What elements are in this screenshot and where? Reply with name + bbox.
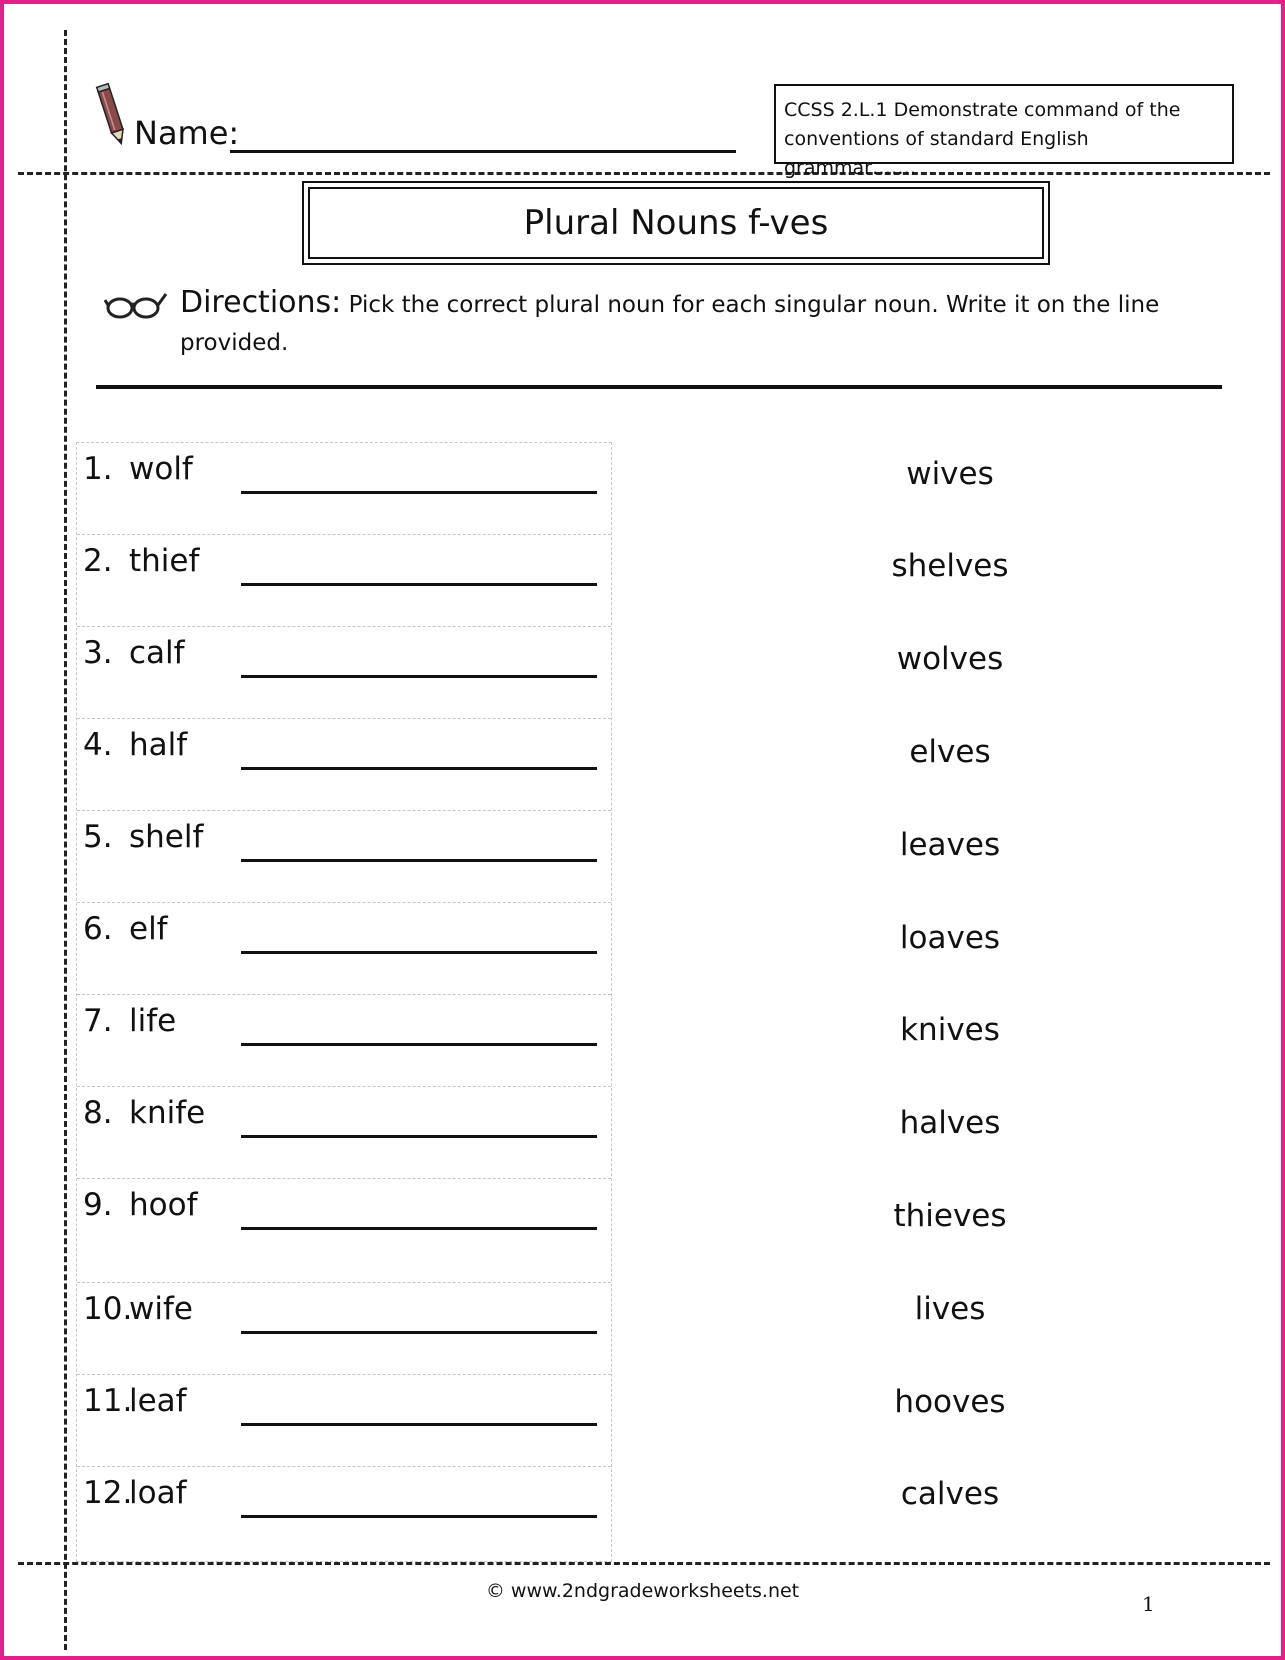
word-bank-item: knives bbox=[900, 1012, 1000, 1048]
item-number: 7. bbox=[83, 1003, 113, 1039]
answer-line[interactable] bbox=[241, 675, 597, 678]
answer-line[interactable] bbox=[241, 951, 597, 954]
directions bbox=[180, 284, 1160, 362]
cut-line-top bbox=[18, 172, 1270, 175]
title-box bbox=[302, 181, 1050, 265]
item-number: 10. bbox=[83, 1291, 133, 1327]
glasses-icon bbox=[104, 288, 168, 322]
list-item bbox=[77, 903, 611, 995]
answer-line[interactable] bbox=[241, 1423, 597, 1426]
directions-label: Directions: bbox=[180, 285, 342, 320]
standard-box: CCSS 2.L.1 Demonstrate command of the conventions of standard English grammar……. bbox=[774, 84, 1234, 164]
item-word: wife bbox=[129, 1291, 193, 1327]
page-title: Plural Nouns f-ves bbox=[308, 187, 1044, 259]
answer-line[interactable] bbox=[241, 1331, 597, 1334]
copyright-footer: © www.2ndgradeworksheets.net bbox=[485, 1580, 800, 1602]
word-bank-item: calves bbox=[900, 1476, 1000, 1512]
list-item bbox=[77, 1375, 611, 1467]
word-bank-item: lives bbox=[914, 1291, 986, 1327]
answer-line[interactable] bbox=[241, 1515, 597, 1518]
list-item bbox=[77, 535, 611, 627]
list-item bbox=[77, 811, 611, 903]
item-number: 9. bbox=[83, 1187, 113, 1223]
item-number: 8. bbox=[83, 1095, 113, 1131]
word-bank-item: shelves bbox=[891, 548, 1009, 584]
list-item bbox=[77, 1467, 611, 1563]
item-word: half bbox=[129, 727, 188, 763]
item-word: shelf bbox=[129, 819, 204, 855]
item-word: life bbox=[129, 1003, 177, 1039]
item-number: 3. bbox=[83, 635, 113, 671]
answer-line[interactable] bbox=[241, 1227, 597, 1230]
list-item bbox=[77, 1087, 611, 1179]
answer-line[interactable] bbox=[241, 767, 597, 770]
word-bank-item: loaves bbox=[899, 920, 1001, 956]
item-word: thief bbox=[129, 543, 200, 579]
word-bank-item: wives bbox=[906, 456, 994, 492]
cut-line-vertical bbox=[64, 30, 67, 1650]
word-bank-item: thieves bbox=[893, 1198, 1007, 1234]
item-word: hoof bbox=[129, 1187, 198, 1223]
list-item bbox=[77, 995, 611, 1087]
item-number: 11. bbox=[83, 1383, 133, 1419]
item-word: leaf bbox=[129, 1383, 187, 1419]
item-number: 6. bbox=[83, 911, 113, 947]
list-item bbox=[77, 627, 611, 719]
word-bank-item: halves bbox=[899, 1105, 1001, 1141]
list-item bbox=[77, 443, 611, 535]
answer-line[interactable] bbox=[241, 583, 597, 586]
item-number: 5. bbox=[83, 819, 113, 855]
item-number: 4. bbox=[83, 727, 113, 763]
name-field[interactable] bbox=[230, 150, 736, 153]
list-item bbox=[77, 719, 611, 811]
answer-line[interactable] bbox=[241, 859, 597, 862]
item-number: 2. bbox=[83, 543, 113, 579]
item-number: 12. bbox=[83, 1475, 133, 1511]
word-bank-item: leaves bbox=[899, 827, 1001, 863]
item-word: calf bbox=[129, 635, 185, 671]
answer-line[interactable] bbox=[241, 491, 597, 494]
item-word: wolf bbox=[129, 451, 193, 487]
directions-text: Pick the correct plural noun for each singular noun. Write it on the line provided. bbox=[180, 292, 1160, 356]
word-bank-item: hooves bbox=[894, 1384, 1006, 1420]
section-divider bbox=[96, 385, 1222, 389]
item-word: knife bbox=[129, 1095, 206, 1131]
page-number: 1 bbox=[1142, 1592, 1155, 1616]
answer-line[interactable] bbox=[241, 1043, 597, 1046]
list-item bbox=[77, 1179, 611, 1283]
word-bank-item: elves bbox=[909, 734, 991, 770]
pencil-icon bbox=[94, 82, 130, 148]
name-label: Name: bbox=[134, 114, 240, 152]
item-number: 1. bbox=[83, 451, 113, 487]
item-word: loaf bbox=[129, 1475, 187, 1511]
items-list bbox=[76, 442, 612, 1562]
answer-line[interactable] bbox=[241, 1135, 597, 1138]
word-bank-item: wolves bbox=[896, 641, 1004, 677]
item-word: elf bbox=[129, 911, 168, 947]
list-item bbox=[77, 1283, 611, 1375]
